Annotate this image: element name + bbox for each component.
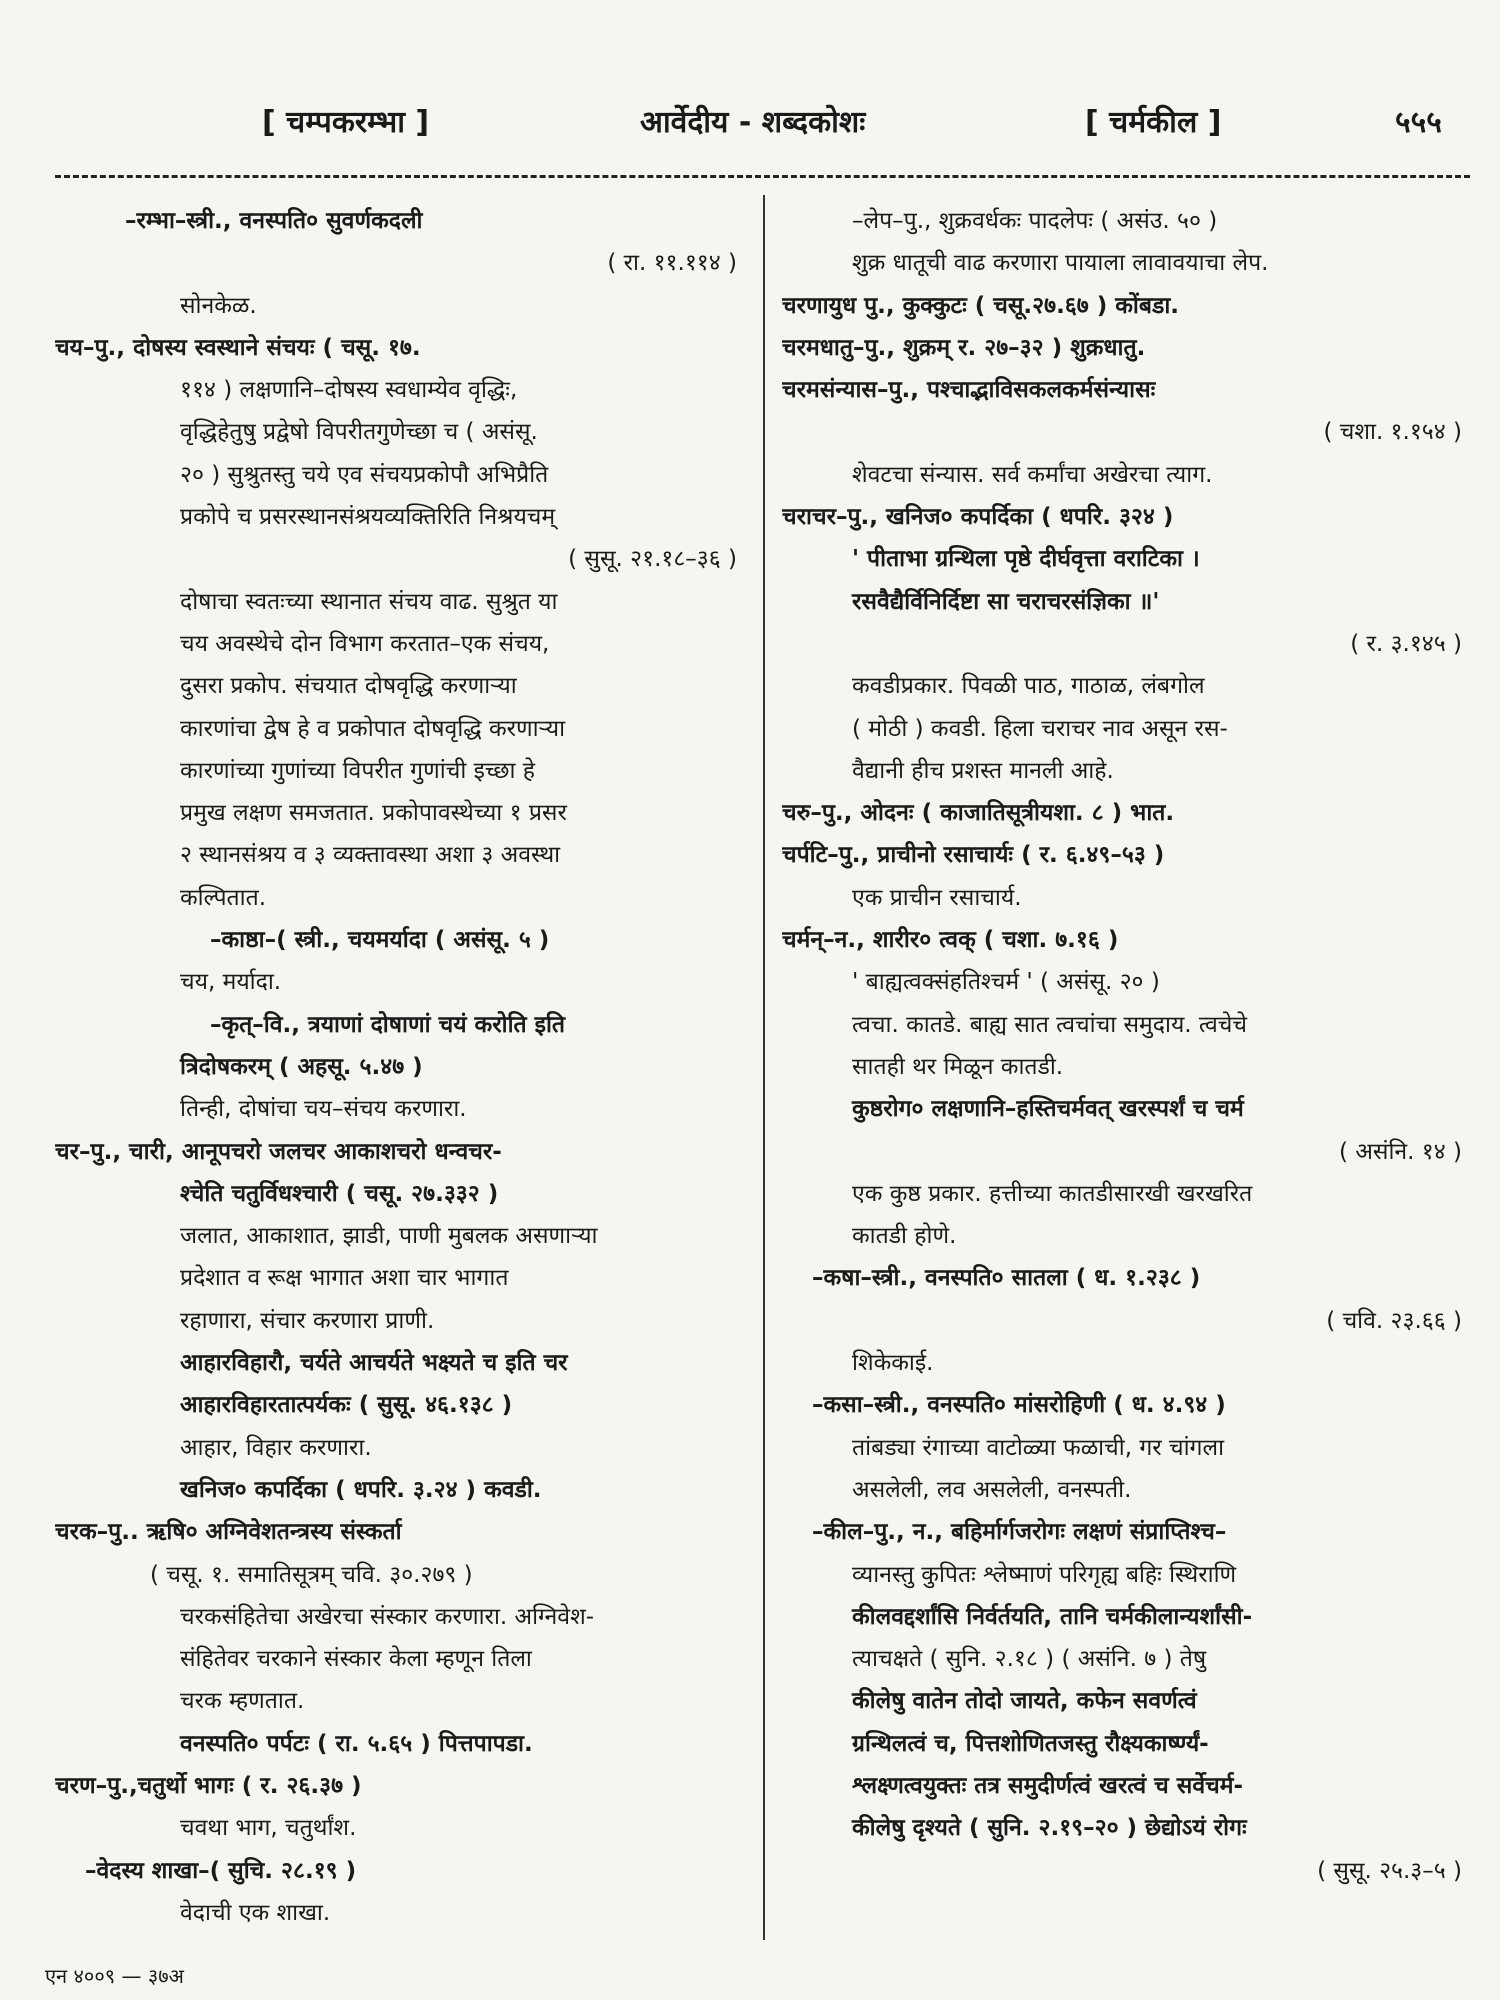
- text-line: –कसा–स्त्री., वनस्पति० मांसरोहिणी ( ध. ४.९४ ): [812, 1392, 1226, 1419]
- text-line: कल्पितात.: [180, 884, 267, 911]
- right-column: [782, 200, 1470, 1892]
- text-line: ( चवि. २३.६६ ): [1326, 1307, 1462, 1334]
- text-line: चरण–पु.,चतुर्थो भागः ( र. २६.३७ ): [55, 1772, 362, 1799]
- text-line: एक कुष्ठ प्रकार. हत्तीच्या कातडीसारखी खरखरित: [852, 1180, 1253, 1207]
- text-line: तिन्ही, दोषांचा चय–संचय करणारा.: [180, 1096, 467, 1123]
- text-line: दुसरा प्रकोप. संचयात दोषवृद्धि करणाऱ्या: [180, 673, 517, 700]
- text-line: त्वचा. कातडे. बाह्य सात त्वचांचा समुदाय. त्वचेचे: [852, 1011, 1247, 1038]
- text-line: कारणांच्या गुणांच्या विपरीत गुणांची इच्छा हे: [180, 757, 535, 784]
- text-line: ( मोठी ) कवडी. हिला चराचर नाव असून रस-: [852, 715, 1228, 742]
- page-number: ५५५: [1395, 105, 1442, 140]
- text-line: कीलवद्दर्शांसि निर्वर्तयति, तानि चर्मकीलान्यर्शांसी-: [852, 1603, 1253, 1630]
- text-line: चराचर–पु., खनिज० कपर्दिका ( धपरि. ३२४ ): [782, 504, 1174, 531]
- text-line: सातही थर मिळून कातडी.: [852, 1053, 1064, 1080]
- text-line: चरमसंन्यास–पु., पश्चाद्भाविसकलकर्मसंन्यासः: [782, 377, 1156, 404]
- text-line: श्चेति चतुर्विधश्चारी ( चसू. २७.३३२ ): [180, 1180, 499, 1207]
- text-line: प्रकोपे च प्रसरस्थानसंश्रयव्यक्तिरिति निश्रयचम्: [180, 504, 556, 531]
- text-line: वनस्पति० पर्पटः ( रा. ५.६५ ) पित्तपापडा.: [180, 1730, 533, 1757]
- text-line: श्लक्ष्णत्वयुक्तः तत्र समुदीर्णत्वं खरत्वं च सर्वेचर्म-: [852, 1772, 1244, 1799]
- text-line: २ स्थानसंश्रय व ३ व्यक्तावस्था अशा ३ अवस्था: [180, 842, 561, 869]
- text-line: जलात, आकाशात, झाडी, पाणी मुबलक असणाऱ्या: [180, 1223, 598, 1250]
- text-line: ( चशा. १.१५४ ): [1323, 419, 1462, 446]
- text-line: –कषा–स्त्री., वनस्पति० सातला ( ध. १.२३८ ): [812, 1265, 1201, 1292]
- running-header: [0, 100, 1500, 160]
- text-line: ( रा. ११.११४ ): [607, 250, 737, 277]
- text-line: कातडी होणे.: [852, 1223, 957, 1250]
- column-divider: [763, 195, 765, 1940]
- text-line: ' पीताभा ग्रन्थिला पृष्ठे दीर्घवृत्ता वराटिका ।: [852, 546, 1200, 573]
- text-line: रहाणारा, संचार करणारा प्राणी.: [180, 1307, 435, 1334]
- text-line: चवथा भाग, चतुर्थांश.: [180, 1815, 357, 1842]
- text-line: आहारविहारतात्पर्यकः ( सुसू. ४६.१३८ ): [180, 1392, 513, 1419]
- text-line: एक प्राचीन रसाचार्य.: [852, 884, 1022, 911]
- text-line: कुष्ठरोग० लक्षणानि–हस्तिचर्मवत् खरस्पर्शं च चर्म: [852, 1096, 1244, 1123]
- text-line: तांबड्या रंगाच्या वाटोळ्या फळाची, गर चांगला: [852, 1434, 1225, 1461]
- header-right-guideword: [ चर्मकील ]: [1085, 105, 1222, 140]
- text-line: वृद्धिहेतुषु प्रद्वेषो विपरीतगुणेच्छा च ( असंसू.: [180, 419, 538, 446]
- text-line: चय अवस्थेचे दोन विभाग करतात–एक संचय,: [180, 630, 550, 657]
- text-line: संहितेवर चरकाने संस्कार केला म्हणून तिला: [180, 1646, 532, 1673]
- text-line: चरकसंहितेचा अखेरचा संस्कार करणारा. अग्निवेश-: [180, 1603, 595, 1630]
- text-line: शिकेकाई.: [852, 1350, 934, 1377]
- text-line: ' बाह्यत्वक्संहतिश्चर्म ' ( असंसू. २० ): [852, 969, 1160, 996]
- text-line: प्रदेशात व रूक्ष भागात अशा चार भागात: [180, 1265, 509, 1292]
- text-line: वेदाची एक शाखा.: [180, 1899, 331, 1926]
- text-line: दोषाचा स्वतःच्या स्थानात संचय वाढ. सुश्रुत या: [180, 588, 558, 615]
- text-line: प्रमुख लक्षण समजतात. प्रकोपावस्थेच्या १ प्रसर: [180, 800, 567, 827]
- text-line: कीलेषु दृश्यते ( सुनि. २.१९–२० ) छेद्योऽयं रोगः: [852, 1815, 1247, 1842]
- header-rule: [55, 175, 1470, 178]
- text-line: ( असंनि. १४ ): [1339, 1138, 1462, 1165]
- text-line: चर्मन्–न., शारीर० त्वक् ( चशा. ७.१६ ): [782, 927, 1119, 954]
- text-line: चय–पु., दोषस्य स्वस्थाने संचयः ( चसू. १७.: [55, 334, 421, 361]
- text-line: २० ) सुश्रुतस्तु चये एव संचयप्रकोपौ अभिप्रैति: [180, 461, 549, 488]
- text-line: ११४ ) लक्षणानि–दोषस्य स्वधाम्येव वृद्धिः,: [180, 377, 518, 404]
- text-line: –रम्भा–स्त्री., वनस्पति० सुवर्णकदली: [125, 208, 423, 234]
- text-line: त्रिदोषकरम् ( अहसू. ५.४७ ): [180, 1053, 423, 1080]
- left-column: [55, 200, 745, 1934]
- printer-footer: एन ४००९ — ३७अ: [45, 1964, 184, 1988]
- text-line: आहार, विहार करणारा.: [180, 1434, 372, 1461]
- text-line: त्याचक्षते ( सुनि. २.१८ ) ( असंनि. ७ ) तेषु: [852, 1646, 1207, 1673]
- text-line: खनिज० कपर्दिका ( धपरि. ३.२४ ) कवडी.: [180, 1476, 542, 1503]
- text-line: कीलेषु वातेन तोदो जायते, कफेन सवर्णत्वं: [852, 1688, 1197, 1715]
- text-line: आहारविहारौ, चर्यते आचर्यते भक्ष्यते च इति चर: [180, 1350, 568, 1377]
- text-line: –कृत्–वि., त्रयाणां दोषाणां चयं करोति इति: [210, 1011, 566, 1038]
- text-line: व्यानस्तु कुपितः श्लेष्माणं परिगृह्य बहिः स्थिराणि: [852, 1561, 1237, 1588]
- text-line: शेवटचा संन्यास. सर्व कर्मांचा अखेरचा त्याग.: [852, 461, 1213, 488]
- text-line: चरक म्हणतात.: [180, 1688, 305, 1715]
- text-line: चर्पटि–पु., प्राचीनो रसाचार्यः ( र. ६.४९–५३ ): [782, 842, 1165, 869]
- text-line: ( र. ३.१४५ ): [1350, 630, 1462, 657]
- header-title: आर्वेदीय - शब्दकोशः: [640, 105, 866, 140]
- text-line: चरमधातु–पु., शुक्रम् र. २७–३२ ) शुक्रधातु.: [782, 334, 1146, 361]
- text-line: चरक–पु.. ऋषि० अग्निवेशतन्त्रस्य संस्कर्ता: [55, 1519, 402, 1546]
- text-line: कारणांचा द्वेष हे व प्रकोपात दोषवृद्धि करणाऱ्या: [180, 715, 566, 742]
- text-line: असलेली, लव असलेली, वनस्पती.: [852, 1476, 1132, 1503]
- text-line: –कील–पु., न., बहिर्मार्गजरोगः लक्षणं संप्राप्तिश्च–: [812, 1519, 1227, 1546]
- text-line: रसवैद्यैर्विनिर्दिष्टा सा चराचरसंज्ञिका ॥': [852, 588, 1160, 615]
- text-line: चय, मर्यादा.: [180, 969, 282, 996]
- text-line: चर–पु., चारी, आनूपचरो जलचर आकाशचरो धन्वचर-: [55, 1138, 502, 1165]
- text-line: –लेप–पु., शुक्रवर्धकः पादलेपः ( असंउ. ५० ): [852, 208, 1218, 234]
- text-line: चरु–पु., ओदनः ( काजातिसूत्रीयशा. ८ ) भात.: [782, 800, 1175, 827]
- text-line: ( चसू. १. समातिसूत्रम् चवि. ३०.२७९ ): [150, 1561, 473, 1588]
- text-line: चरणायुध पु., कुक्कुटः ( चसू.२७.६७ ) कोंबडा.: [782, 292, 1180, 319]
- text-line: ( सुसू. २१.१८–३६ ): [568, 546, 737, 573]
- text-line: सोनकेळ.: [180, 292, 257, 319]
- text-line: शुक्र धातूची वाढ करणारा पायाला लावावयाचा लेप.: [852, 250, 1269, 277]
- text-line: ( सुसू. २५.३–५ ): [1317, 1857, 1462, 1884]
- text-line: –काष्ठा–( स्त्री., चयमर्यादा ( असंसू. ५ ): [210, 927, 550, 954]
- header-left-guideword: [ चम्पकरम्भा ]: [262, 105, 430, 140]
- text-line: वैद्यानी हीच प्रशस्त मानली आहे.: [852, 757, 1114, 784]
- text-line: –वेदस्य शाखा–( सुचि. २८.१९ ): [85, 1857, 357, 1884]
- text-line: कवडीप्रकार. पिवळी पाठ, गाठाळ, लंबगोल: [852, 673, 1205, 700]
- text-line: ग्रन्थिलत्वं च, पित्तशोणितजस्तु रौक्ष्यकार्ष्ण्यं-: [852, 1730, 1209, 1757]
